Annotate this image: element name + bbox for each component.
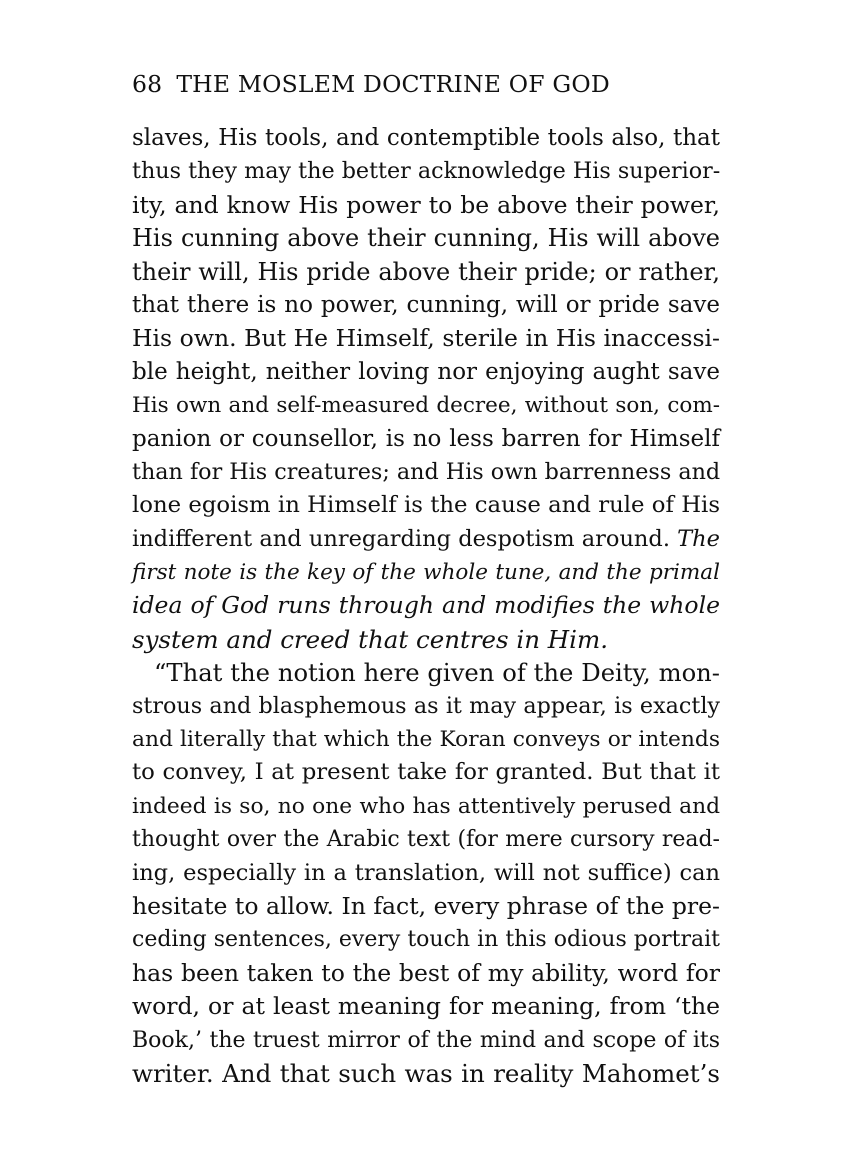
- text-line: His own and self-measured decree, without son, com-: [132, 393, 720, 419]
- text-line: thus they may the better acknowledge His superior-: [132, 158, 721, 185]
- italic-text-line: first note is the key of the whole tune, and the primal: [132, 560, 720, 586]
- running-header: [132, 70, 722, 104]
- text-line: ble height, neither loving nor enjoying aught save: [132, 358, 720, 385]
- body-text: [132, 122, 720, 1090]
- paragraph-start-line: “That the notion here given of the Deity, mon-: [154, 658, 720, 688]
- running-title: THE MOSLEM DOCTRINE OF GOD: [176, 70, 610, 98]
- text-line: their will, His pride above their pride; or rather,: [132, 257, 720, 286]
- text-line: ity, and know His power to be above their power,: [132, 190, 720, 219]
- text-line: ceding sentences, every touch in this odious portrait: [132, 927, 720, 953]
- text-line: to convey, I at present take for granted. But that it: [132, 759, 720, 786]
- text-line: writer. And that such was in reality Mahomet’s: [132, 1058, 720, 1088]
- text-line: hesitate to allow. In fact, every phrase of the pre-: [132, 891, 720, 920]
- italic-text-line: idea of God runs through and modifies the whole: [132, 591, 720, 620]
- text-line: thought over the Arabic text (for mere cursory read-: [132, 827, 720, 853]
- text-line: panion or counsellor, is no less barren for Himself: [132, 425, 720, 452]
- text-line: slaves, His tools, and contemptible tools also, that: [132, 125, 720, 151]
- text-line: His cunning above their cunning, His will above: [132, 224, 720, 253]
- text-line: strous and blasphemous as it may appear, is exactly: [132, 692, 720, 719]
- text-line-mixed: [132, 523, 720, 556]
- text-line: has been taken to the best of my ability, word for: [132, 958, 720, 987]
- text-line: than for His creatures; and His own barrenness and: [132, 458, 721, 485]
- text-run: indifferent and unregarding despotism around.: [132, 525, 678, 552]
- text-line: His own. But He Himself, sterile in His inaccessi-: [132, 324, 720, 353]
- italic-text-run: The: [677, 525, 720, 552]
- text-line: indeed is so, no one who has attentively perused and: [132, 793, 720, 819]
- text-line: Book,’ the truest mirror of the mind and scope of its: [132, 1027, 720, 1053]
- text-line: that there is no power, cunning, will or pride save: [132, 291, 720, 318]
- text-line: ing, especially in a translation, will not suffice) can: [132, 859, 720, 886]
- text-line: and literally that which the Koran conveys or intends: [132, 727, 720, 753]
- page-number: 68: [132, 70, 163, 98]
- italic-text-line: system and creed that centres in Him.: [132, 624, 609, 654]
- text-line: lone egoism in Himself is the cause and rule of His: [132, 492, 720, 519]
- text-line: word, or at least meaning for meaning, from ‘the: [132, 992, 720, 1021]
